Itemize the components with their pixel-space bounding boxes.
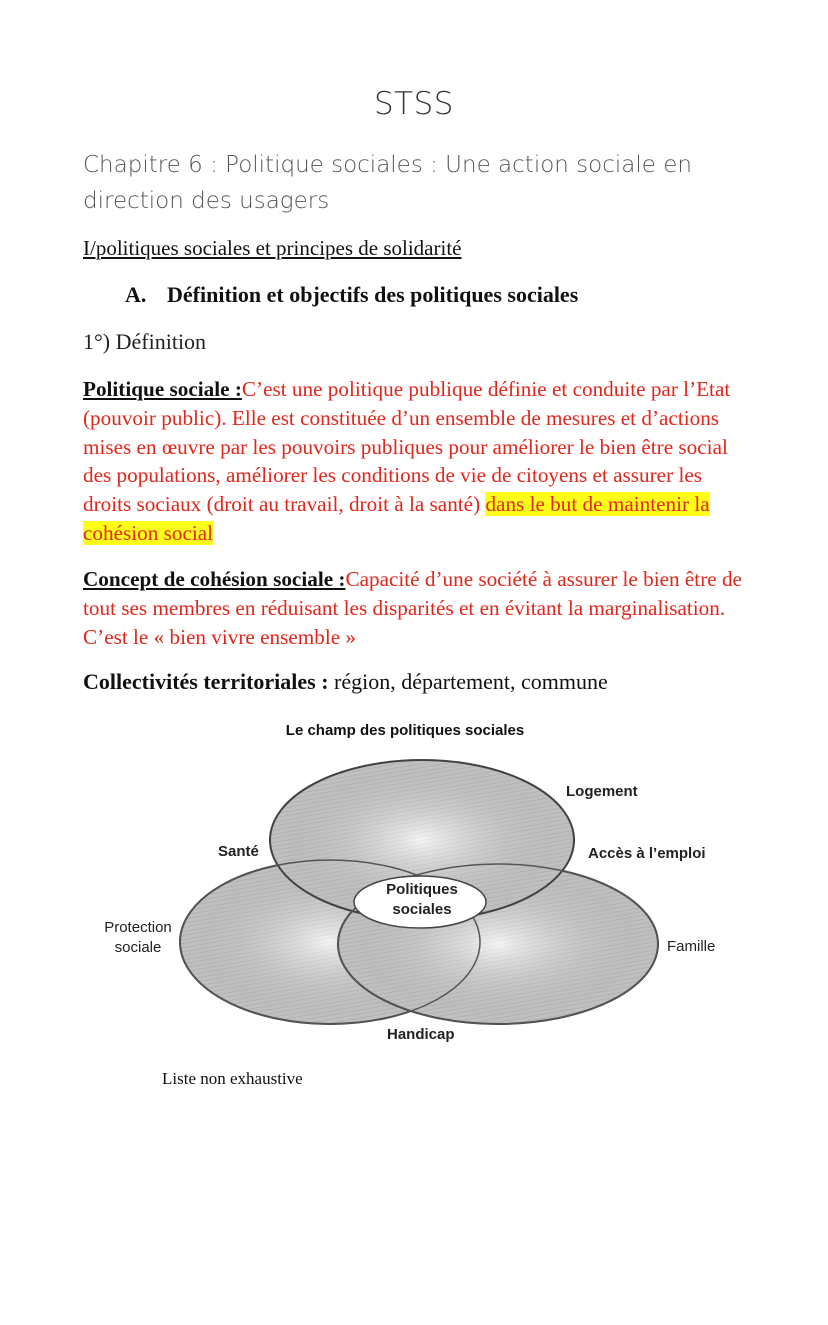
definition-text: C’est une politique publique définie et conduite par l’Etat (pouvoir public). Elle est constituée d’un ensemble de mesures et d’actions mises en œuvre par les pouvoirs publiques pour améliorer le bien être social des populations, améliorer les conditions de vie de citoyens et assurer les droits sociaux (droit au travail, droit à la santé) [83,377,731,517]
label-protection-line2: sociale [114,939,162,956]
center-label [377,880,467,920]
definition-text: région, département, commune [328,669,608,694]
policy-field-diagram [90,712,750,1102]
definition-term: Politique sociale : [83,377,242,401]
section-title: I/politiques sociales et principes de solidarité [83,236,462,260]
label-acces-emploi: Accès à l’emploi [588,845,706,862]
subsection-title: Définition et objectifs des politiques sociales [167,282,579,307]
center-label-line1: Politiques [386,881,458,898]
label-logement: Logement [566,783,638,800]
definition-text: Capacité d’une société à assurer le bien être de tout ses membres en réduisant les disparités et en évitant la marginalisation. C’est le « bien vivre ensemble » [83,567,742,649]
definition-collectivites [83,669,608,695]
numbered-heading: 1°) Définition [83,329,207,354]
document-title: STSS [374,86,454,122]
label-protection-sociale [96,918,180,958]
subsection-heading [125,282,578,308]
definition-term: Collectivités territoriales : [83,669,329,694]
definition-term: Concept de cohésion sociale : [83,567,346,591]
center-label-line2: sociales [392,901,452,918]
label-sante: Santé [218,843,259,860]
subsection-letter: A. [125,282,147,307]
definition-cohesion-sociale [83,565,748,651]
definition-politique-sociale [83,375,748,548]
label-famille: Famille [667,938,716,955]
label-handicap: Handicap [387,1026,455,1043]
label-protection-line1: Protection [104,919,172,936]
highlighted-text: dans le but de maintenir la cohésion social [83,492,710,545]
chapter-title: Chapitre 6 : Politique sociales : Une action sociale en direction des usagers [83,152,692,214]
figure-title: Le champ des politiques sociales [285,722,525,739]
figure-caption: Liste non exhaustive [162,1069,303,1088]
